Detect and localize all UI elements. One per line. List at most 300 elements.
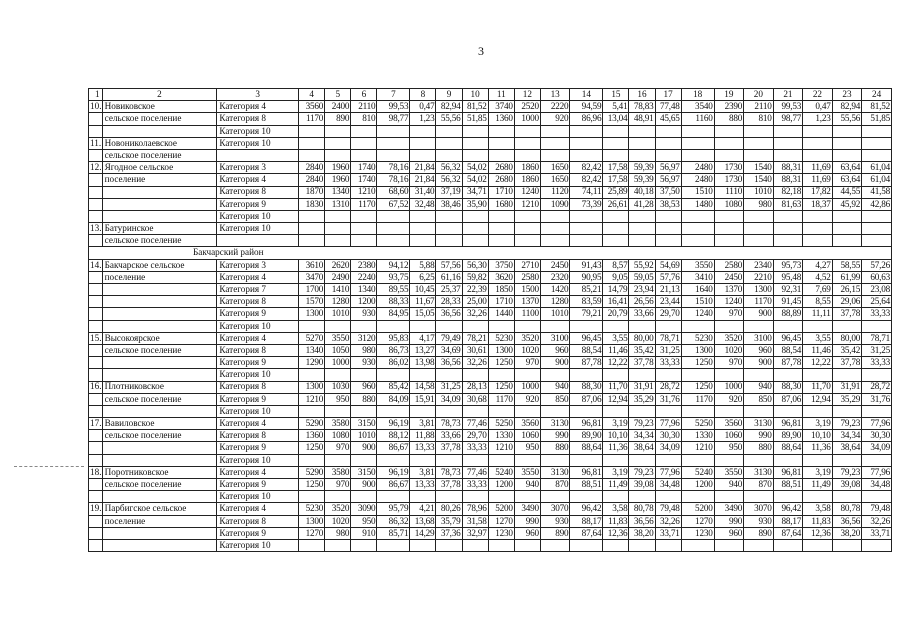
- value-cell: 1020: [514, 344, 540, 356]
- table-row: [89, 527, 892, 539]
- value-cell: [603, 405, 629, 417]
- value-cell: [629, 320, 655, 332]
- value-cell: 4,21: [410, 503, 436, 515]
- value-cell: 5240: [681, 466, 714, 478]
- value-cell: [488, 210, 514, 222]
- value-cell: 11,36: [603, 442, 629, 454]
- value-cell: [603, 149, 629, 161]
- value-cell: 6,25: [410, 271, 436, 283]
- value-cell: 79,23: [629, 418, 655, 430]
- value-cell: [570, 454, 603, 466]
- value-cell: [629, 210, 655, 222]
- value-cell: 17,58: [603, 162, 629, 174]
- category-label: [217, 235, 299, 247]
- value-cell: 13,98: [410, 357, 436, 369]
- value-cell: 10,10: [603, 430, 629, 442]
- value-cell: 1960: [325, 174, 351, 186]
- value-cell: 79,48: [862, 503, 892, 515]
- value-cell: 1060: [514, 430, 540, 442]
- value-cell: 39,08: [832, 479, 862, 491]
- value-cell: 23,44: [655, 296, 681, 308]
- value-cell: 1200: [488, 479, 514, 491]
- value-cell: [832, 320, 862, 332]
- value-cell: [603, 539, 629, 551]
- value-cell: [351, 369, 377, 381]
- value-cell: 3470: [299, 271, 325, 283]
- header-cell: 2: [102, 89, 217, 101]
- value-cell: 31,25: [655, 344, 681, 356]
- value-cell: [773, 235, 803, 247]
- value-cell: 2520: [514, 101, 540, 113]
- table-row: [89, 418, 892, 430]
- value-cell: 1120: [540, 186, 570, 198]
- value-cell: 1860: [514, 162, 540, 174]
- value-cell: [744, 454, 774, 466]
- value-cell: [462, 210, 488, 222]
- value-cell: [744, 405, 774, 417]
- value-cell: 41,58: [862, 186, 892, 198]
- table-row: [89, 405, 892, 417]
- settlement-name: [102, 454, 217, 466]
- value-cell: 1300: [744, 284, 774, 296]
- value-cell: [832, 539, 862, 551]
- value-cell: [514, 149, 540, 161]
- value-cell: [681, 405, 714, 417]
- category-label: Категория 10: [217, 223, 299, 235]
- value-cell: 1860: [514, 174, 540, 186]
- value-cell: 77,96: [862, 466, 892, 478]
- value-cell: 920: [714, 393, 744, 405]
- value-cell: [803, 125, 833, 137]
- value-cell: 32,26: [862, 515, 892, 527]
- value-cell: 77,46: [462, 466, 488, 478]
- value-cell: 8,55: [803, 296, 833, 308]
- value-cell: 850: [744, 393, 774, 405]
- value-cell: [681, 137, 714, 149]
- settlement-name: [102, 320, 217, 332]
- header-cell: 9: [436, 89, 462, 101]
- value-cell: [462, 149, 488, 161]
- value-cell: [377, 223, 410, 235]
- value-cell: [299, 539, 325, 551]
- value-cell: [655, 235, 681, 247]
- value-cell: 2340: [744, 259, 774, 271]
- value-cell: [325, 491, 351, 503]
- value-cell: [570, 223, 603, 235]
- value-cell: [377, 149, 410, 161]
- value-cell: 1330: [488, 430, 514, 442]
- value-cell: 3520: [714, 332, 744, 344]
- value-cell: 2480: [681, 174, 714, 186]
- value-cell: [514, 125, 540, 137]
- value-cell: [803, 539, 833, 551]
- value-cell: 84,95: [377, 308, 410, 320]
- header-cell: 11: [488, 89, 514, 101]
- value-cell: [773, 405, 803, 417]
- value-cell: [325, 539, 351, 551]
- value-cell: 880: [351, 393, 377, 405]
- value-cell: [462, 223, 488, 235]
- value-cell: 88,54: [570, 344, 603, 356]
- value-cell: 13,04: [603, 113, 629, 125]
- value-cell: 980: [351, 344, 377, 356]
- category-label: Категория 8: [217, 344, 299, 356]
- value-cell: [803, 137, 833, 149]
- value-cell: 38,20: [629, 527, 655, 539]
- value-cell: 99,53: [377, 101, 410, 113]
- value-cell: 31,76: [655, 393, 681, 405]
- value-cell: [299, 137, 325, 149]
- settlement-name: [102, 369, 217, 381]
- category-label: Категория 9: [217, 393, 299, 405]
- settlement-name: поселение: [102, 174, 217, 186]
- table-row: [89, 125, 892, 137]
- value-cell: [655, 125, 681, 137]
- category-label: Категория 10: [217, 210, 299, 222]
- value-cell: 5250: [488, 418, 514, 430]
- value-cell: [462, 137, 488, 149]
- value-cell: 7,69: [803, 284, 833, 296]
- value-cell: 970: [325, 479, 351, 491]
- value-cell: 3070: [744, 503, 774, 515]
- value-cell: [655, 223, 681, 235]
- value-cell: [629, 149, 655, 161]
- row-number: [89, 344, 103, 356]
- value-cell: 56,97: [655, 174, 681, 186]
- value-cell: 37,78: [832, 357, 862, 369]
- table-row: [89, 491, 892, 503]
- value-cell: [832, 491, 862, 503]
- settlement-name: Бакчарское сельское: [102, 259, 217, 271]
- value-cell: 1170: [488, 393, 514, 405]
- value-cell: 1020: [714, 344, 744, 356]
- value-cell: [436, 320, 462, 332]
- value-cell: 35,29: [832, 393, 862, 405]
- value-cell: [540, 210, 570, 222]
- value-cell: 990: [744, 430, 774, 442]
- row-number: [89, 284, 103, 296]
- value-cell: [629, 235, 655, 247]
- value-cell: 30,61: [462, 344, 488, 356]
- settlement-name: Новониколаевское: [102, 137, 217, 149]
- value-cell: 5230: [681, 332, 714, 344]
- value-cell: 78,16: [377, 174, 410, 186]
- value-cell: [714, 454, 744, 466]
- value-cell: 88,30: [773, 381, 803, 393]
- row-number: [89, 491, 103, 503]
- value-cell: [655, 320, 681, 332]
- value-cell: 2680: [488, 174, 514, 186]
- value-cell: [744, 137, 774, 149]
- value-cell: [488, 369, 514, 381]
- value-cell: 77,96: [655, 466, 681, 478]
- value-cell: 90,95: [570, 271, 603, 283]
- row-number: [89, 430, 103, 442]
- value-cell: [714, 210, 744, 222]
- settlement-name: Ягодное сельское: [102, 162, 217, 174]
- value-cell: 11,46: [603, 344, 629, 356]
- value-cell: 25,64: [862, 296, 892, 308]
- settlement-name: Батуринское: [102, 223, 217, 235]
- value-cell: 1360: [299, 430, 325, 442]
- row-number: [89, 186, 103, 198]
- settlement-name: [102, 125, 217, 137]
- value-cell: 17,82: [803, 186, 833, 198]
- value-cell: [351, 539, 377, 551]
- settlement-name: сельское поселение: [102, 344, 217, 356]
- value-cell: 1280: [325, 296, 351, 308]
- row-number: [89, 235, 103, 247]
- category-label: Категория 8: [217, 186, 299, 198]
- header-cell: 17: [655, 89, 681, 101]
- value-cell: [603, 320, 629, 332]
- value-cell: [540, 125, 570, 137]
- row-number: 18.: [90, 466, 102, 477]
- value-cell: [570, 125, 603, 137]
- value-cell: 33,66: [436, 430, 462, 442]
- value-cell: [603, 223, 629, 235]
- category-label: Категория 8: [217, 515, 299, 527]
- value-cell: 990: [514, 515, 540, 527]
- value-cell: 85,42: [377, 381, 410, 393]
- value-cell: [803, 454, 833, 466]
- category-label: Категория 4: [217, 418, 299, 430]
- value-cell: [773, 491, 803, 503]
- value-cell: [603, 235, 629, 247]
- value-cell: 93,75: [377, 271, 410, 283]
- value-cell: [436, 125, 462, 137]
- value-cell: 12,36: [603, 527, 629, 539]
- value-cell: 39,08: [629, 479, 655, 491]
- category-label: [217, 149, 299, 161]
- value-cell: 960: [351, 381, 377, 393]
- value-cell: [773, 149, 803, 161]
- value-cell: 31,91: [629, 381, 655, 393]
- value-cell: 1570: [299, 296, 325, 308]
- value-cell: 1000: [325, 357, 351, 369]
- value-cell: 25,00: [462, 296, 488, 308]
- value-cell: 33,33: [655, 357, 681, 369]
- value-cell: 3,19: [603, 466, 629, 478]
- value-cell: 32,26: [462, 308, 488, 320]
- table-row: [89, 466, 892, 478]
- row-number: [89, 308, 103, 320]
- table-row: [89, 174, 892, 186]
- value-cell: 13,33: [410, 442, 436, 454]
- value-cell: [603, 210, 629, 222]
- value-cell: [655, 491, 681, 503]
- value-cell: 31,25: [862, 344, 892, 356]
- value-cell: [773, 137, 803, 149]
- value-cell: 82,18: [773, 186, 803, 198]
- value-cell: 1,23: [803, 113, 833, 125]
- settlement-name: [102, 442, 217, 454]
- value-cell: [714, 235, 744, 247]
- value-cell: 45,92: [832, 198, 862, 210]
- value-cell: [681, 369, 714, 381]
- value-cell: [488, 454, 514, 466]
- value-cell: 1170: [351, 198, 377, 210]
- value-cell: [629, 539, 655, 551]
- value-cell: [410, 210, 436, 222]
- value-cell: 96,81: [570, 466, 603, 478]
- value-cell: 34,09: [862, 442, 892, 454]
- value-cell: 11,69: [803, 162, 833, 174]
- settlement-name: Поротниковское: [102, 466, 217, 478]
- value-cell: 78,71: [655, 332, 681, 344]
- value-cell: 1010: [325, 308, 351, 320]
- category-label: Категория 3: [217, 162, 299, 174]
- value-cell: 1200: [351, 296, 377, 308]
- value-cell: 2240: [351, 271, 377, 283]
- value-cell: [436, 369, 462, 381]
- value-cell: 950: [514, 442, 540, 454]
- table-row: [89, 210, 892, 222]
- value-cell: [299, 454, 325, 466]
- value-cell: 21,84: [410, 162, 436, 174]
- settlement-name: поселение: [102, 271, 217, 283]
- value-cell: 82,94: [832, 101, 862, 113]
- value-cell: [351, 320, 377, 332]
- value-cell: 88,64: [570, 442, 603, 454]
- value-cell: 67,52: [377, 198, 410, 210]
- value-cell: 86,67: [377, 442, 410, 454]
- value-cell: 80,78: [629, 503, 655, 515]
- value-cell: 23,94: [629, 284, 655, 296]
- row-number: [89, 296, 103, 308]
- value-cell: 33,71: [655, 527, 681, 539]
- value-cell: [514, 454, 540, 466]
- value-cell: 32,26: [462, 357, 488, 369]
- value-cell: [570, 405, 603, 417]
- value-cell: 12,36: [803, 527, 833, 539]
- row-number: [89, 198, 103, 210]
- value-cell: [714, 125, 744, 137]
- header-cell: 19: [714, 89, 744, 101]
- value-cell: 4,27: [803, 259, 833, 271]
- value-cell: 1540: [744, 162, 774, 174]
- settlement-name: [102, 296, 217, 308]
- value-cell: 11,83: [803, 515, 833, 527]
- value-cell: 1650: [540, 162, 570, 174]
- category-label: Категория 8: [217, 381, 299, 393]
- value-cell: 12,94: [603, 393, 629, 405]
- value-cell: [744, 235, 774, 247]
- value-cell: 63,64: [832, 174, 862, 186]
- value-cell: 1300: [299, 381, 325, 393]
- value-cell: 88,31: [773, 162, 803, 174]
- settlement-name: сельское поселение: [102, 393, 217, 405]
- table-row: [89, 503, 892, 515]
- value-cell: 5,88: [410, 259, 436, 271]
- value-cell: 55,56: [832, 113, 862, 125]
- value-cell: [540, 137, 570, 149]
- settlement-name: поселение: [102, 515, 217, 527]
- row-number: [89, 357, 103, 369]
- value-cell: 99,53: [773, 101, 803, 113]
- value-cell: [540, 539, 570, 551]
- value-cell: [629, 405, 655, 417]
- value-cell: 84,09: [377, 393, 410, 405]
- category-label: Категория 4: [217, 332, 299, 344]
- value-cell: 3560: [714, 418, 744, 430]
- value-cell: 1830: [299, 198, 325, 210]
- value-cell: 5230: [299, 503, 325, 515]
- value-cell: 35,42: [832, 344, 862, 356]
- value-cell: 38,53: [655, 198, 681, 210]
- value-cell: 3,55: [803, 332, 833, 344]
- value-cell: 78,73: [436, 466, 462, 478]
- table-row: [89, 223, 892, 235]
- value-cell: [655, 149, 681, 161]
- settlement-name: сельское поселение: [102, 149, 217, 161]
- value-cell: 930: [351, 308, 377, 320]
- value-cell: 87,78: [570, 357, 603, 369]
- table-row: [89, 101, 892, 113]
- value-cell: 89,55: [377, 284, 410, 296]
- category-label: Категория 3: [217, 259, 299, 271]
- value-cell: 1960: [325, 162, 351, 174]
- value-cell: [629, 125, 655, 137]
- value-cell: 74,11: [570, 186, 603, 198]
- value-cell: [377, 491, 410, 503]
- value-cell: 29,70: [655, 308, 681, 320]
- settlement-name: Новиковское: [102, 101, 217, 113]
- value-cell: 1420: [540, 284, 570, 296]
- value-cell: 1160: [681, 113, 714, 125]
- value-cell: 38,20: [832, 527, 862, 539]
- value-cell: 26,15: [832, 284, 862, 296]
- value-cell: 21,13: [655, 284, 681, 296]
- row-number: [89, 113, 103, 125]
- value-cell: 1480: [681, 198, 714, 210]
- value-cell: 2110: [744, 101, 774, 113]
- value-cell: 73,39: [570, 198, 603, 210]
- value-cell: 79,49: [436, 332, 462, 344]
- value-cell: 33,71: [862, 527, 892, 539]
- value-cell: 34,09: [436, 393, 462, 405]
- value-cell: 880: [714, 113, 744, 125]
- value-cell: [744, 369, 774, 381]
- value-cell: [803, 405, 833, 417]
- value-cell: [462, 405, 488, 417]
- value-cell: 57,56: [436, 259, 462, 271]
- value-cell: [377, 454, 410, 466]
- value-cell: 18,37: [803, 198, 833, 210]
- value-cell: [436, 454, 462, 466]
- value-cell: 26,56: [629, 296, 655, 308]
- value-cell: [862, 235, 892, 247]
- value-cell: 1250: [299, 479, 325, 491]
- value-cell: [629, 491, 655, 503]
- tariff-table: [88, 88, 892, 552]
- value-cell: 4,17: [410, 332, 436, 344]
- value-cell: 79,23: [832, 466, 862, 478]
- value-cell: 2840: [299, 174, 325, 186]
- row-number: 10.: [90, 101, 102, 112]
- value-cell: [410, 369, 436, 381]
- settlement-name: сельское поселение: [102, 235, 217, 247]
- value-cell: [655, 405, 681, 417]
- value-cell: 63,64: [832, 162, 862, 174]
- value-cell: 10,45: [410, 284, 436, 296]
- value-cell: [681, 539, 714, 551]
- value-cell: [436, 210, 462, 222]
- value-cell: 88,12: [377, 430, 410, 442]
- value-cell: [514, 137, 540, 149]
- value-cell: 1310: [325, 198, 351, 210]
- value-cell: [540, 235, 570, 247]
